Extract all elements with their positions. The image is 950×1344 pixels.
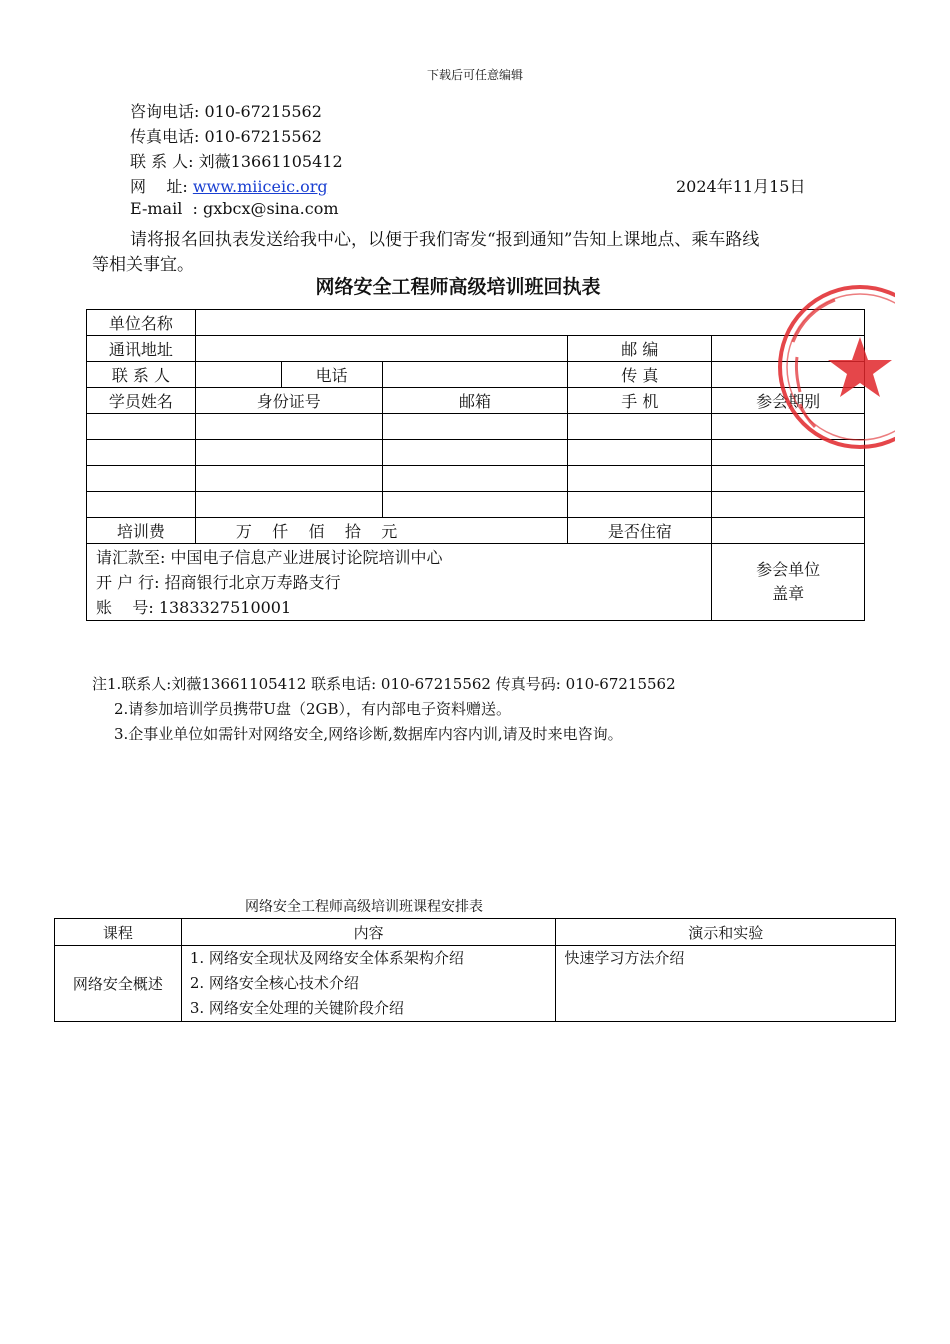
student-row bbox=[87, 466, 865, 492]
email-line bbox=[130, 199, 339, 218]
student-row bbox=[87, 414, 865, 440]
form-row-contact bbox=[87, 362, 865, 388]
course-demo: 快速学习方法介绍 bbox=[556, 946, 896, 1022]
header-mobile: 手 机 bbox=[568, 388, 712, 414]
lodging-field[interactable] bbox=[712, 518, 865, 544]
fax-value: 010-67215562 bbox=[204, 127, 322, 146]
consult-phone-line bbox=[130, 99, 322, 122]
course-item: 3. 网络安全处理的关键阶段介绍 bbox=[189, 999, 404, 1017]
student-cell[interactable] bbox=[382, 414, 568, 440]
fee-units[interactable]: 万 仟 佰 拾 元 bbox=[195, 518, 568, 544]
form-title: 网络安全工程师高级培训班回执表 bbox=[315, 276, 601, 298]
course-item: 1. 网络安全现状及网络安全体系架构介绍 bbox=[189, 949, 464, 967]
instruction-line-1: 请将报名回执表发送给我中心，以便于我们寄发“报到通知”告知上课地点、乘车路线 bbox=[130, 230, 760, 250]
phone-field[interactable] bbox=[382, 362, 568, 388]
student-cell[interactable] bbox=[87, 492, 196, 518]
unit-name-field[interactable] bbox=[195, 310, 864, 336]
student-cell[interactable] bbox=[87, 414, 196, 440]
student-cell[interactable] bbox=[195, 440, 382, 466]
course-content bbox=[181, 946, 556, 1022]
student-row bbox=[87, 492, 865, 518]
form-row-unit bbox=[87, 310, 865, 336]
seal-line-2: 盖章 bbox=[772, 584, 805, 603]
student-cell[interactable] bbox=[382, 492, 568, 518]
fax-cell-label: 传 真 bbox=[568, 362, 712, 388]
course-table-title: 网络安全工程师高级培训班课程安排表 bbox=[245, 899, 483, 915]
instruction-line-2: 等相关事宜。 bbox=[92, 255, 194, 275]
contact-person-line bbox=[130, 149, 343, 172]
lodging-label: 是否住宿 bbox=[568, 518, 712, 544]
student-cell[interactable] bbox=[712, 492, 865, 518]
page-header-note: 下载后可任意编辑 bbox=[426, 68, 523, 82]
form-header-row bbox=[87, 388, 865, 414]
note-1: 注1.联系人:刘薇13661105412 联系电话: 010-67215562 传真号码: 010-67215562 bbox=[92, 675, 676, 693]
fax-label: 传真电话: bbox=[130, 127, 200, 146]
form-row-fee bbox=[87, 518, 865, 544]
student-cell[interactable] bbox=[87, 466, 196, 492]
website-link[interactable]: www.miiceic.org bbox=[192, 177, 328, 196]
phone-label: 电话 bbox=[281, 362, 382, 388]
account-line: 账 号: 1383327510001 bbox=[96, 597, 292, 617]
student-cell[interactable] bbox=[195, 466, 382, 492]
header-id-number: 身份证号 bbox=[195, 388, 382, 414]
course-header-content: 内容 bbox=[181, 919, 556, 946]
contact-field[interactable] bbox=[195, 362, 281, 388]
postcode-label: 邮 编 bbox=[568, 336, 712, 362]
contact-label: 联 系 人 bbox=[87, 362, 196, 388]
note-3: 3.企事业单位如需针对网络安全,网络诊断,数据库内容内训,请及时来电咨询。 bbox=[114, 725, 623, 743]
course-header-row bbox=[55, 919, 896, 946]
course-header-demo: 演示和实验 bbox=[556, 919, 896, 946]
student-cell[interactable] bbox=[87, 440, 196, 466]
header-email: 邮箱 bbox=[382, 388, 568, 414]
header-student-name: 学员姓名 bbox=[87, 388, 196, 414]
website-label: 网 址: bbox=[130, 177, 188, 196]
student-cell[interactable] bbox=[712, 466, 865, 492]
course-row bbox=[55, 946, 896, 1022]
note-2: 2.请参加培训学员携带U盘（2GB），有内部电子资料赠送。 bbox=[114, 700, 512, 718]
website-line bbox=[130, 174, 328, 197]
student-cell[interactable] bbox=[195, 414, 382, 440]
contact-person-label: 联 系 人: bbox=[130, 152, 194, 171]
address-label: 通讯地址 bbox=[87, 336, 196, 362]
form-row-address bbox=[87, 336, 865, 362]
official-seal-icon bbox=[775, 282, 895, 452]
student-row bbox=[87, 440, 865, 466]
form-row-payment bbox=[87, 544, 865, 621]
fax-line bbox=[130, 124, 322, 147]
address-field[interactable] bbox=[195, 336, 568, 362]
student-cell[interactable] bbox=[568, 440, 712, 466]
course-header-course: 课程 bbox=[55, 919, 182, 946]
issue-date: 2024年11月15日 bbox=[676, 177, 806, 196]
consult-phone-value: 010-67215562 bbox=[204, 102, 322, 121]
student-cell[interactable] bbox=[568, 466, 712, 492]
student-cell[interactable] bbox=[195, 492, 382, 518]
consult-phone-label: 咨询电话: bbox=[130, 102, 200, 121]
student-cell[interactable] bbox=[568, 492, 712, 518]
student-cell[interactable] bbox=[382, 466, 568, 492]
course-schedule-table bbox=[54, 918, 896, 1022]
fee-label: 培训费 bbox=[87, 518, 196, 544]
header-session: 参会期别 bbox=[712, 388, 865, 414]
contact-person-value: 刘薇13661105412 bbox=[198, 152, 343, 171]
course-name: 网络安全概述 bbox=[55, 946, 182, 1022]
seal-cell bbox=[712, 544, 865, 621]
bank-line: 开 户 行: 招商银行北京万寿路支行 bbox=[96, 572, 341, 592]
course-item: 2. 网络安全核心技术介绍 bbox=[189, 974, 359, 992]
student-cell[interactable] bbox=[568, 414, 712, 440]
registration-form-table bbox=[86, 309, 865, 621]
email-value[interactable]: gxbcx@sina.com bbox=[202, 199, 339, 218]
email-label: E-mail : bbox=[130, 199, 198, 218]
seal-line-1: 参会单位 bbox=[756, 560, 821, 579]
payment-info bbox=[87, 544, 712, 621]
payee-line: 请汇款至: 中国电子信息产业进展讨论院培训中心 bbox=[96, 547, 443, 567]
unit-name-label: 单位名称 bbox=[87, 310, 196, 336]
student-cell[interactable] bbox=[382, 440, 568, 466]
